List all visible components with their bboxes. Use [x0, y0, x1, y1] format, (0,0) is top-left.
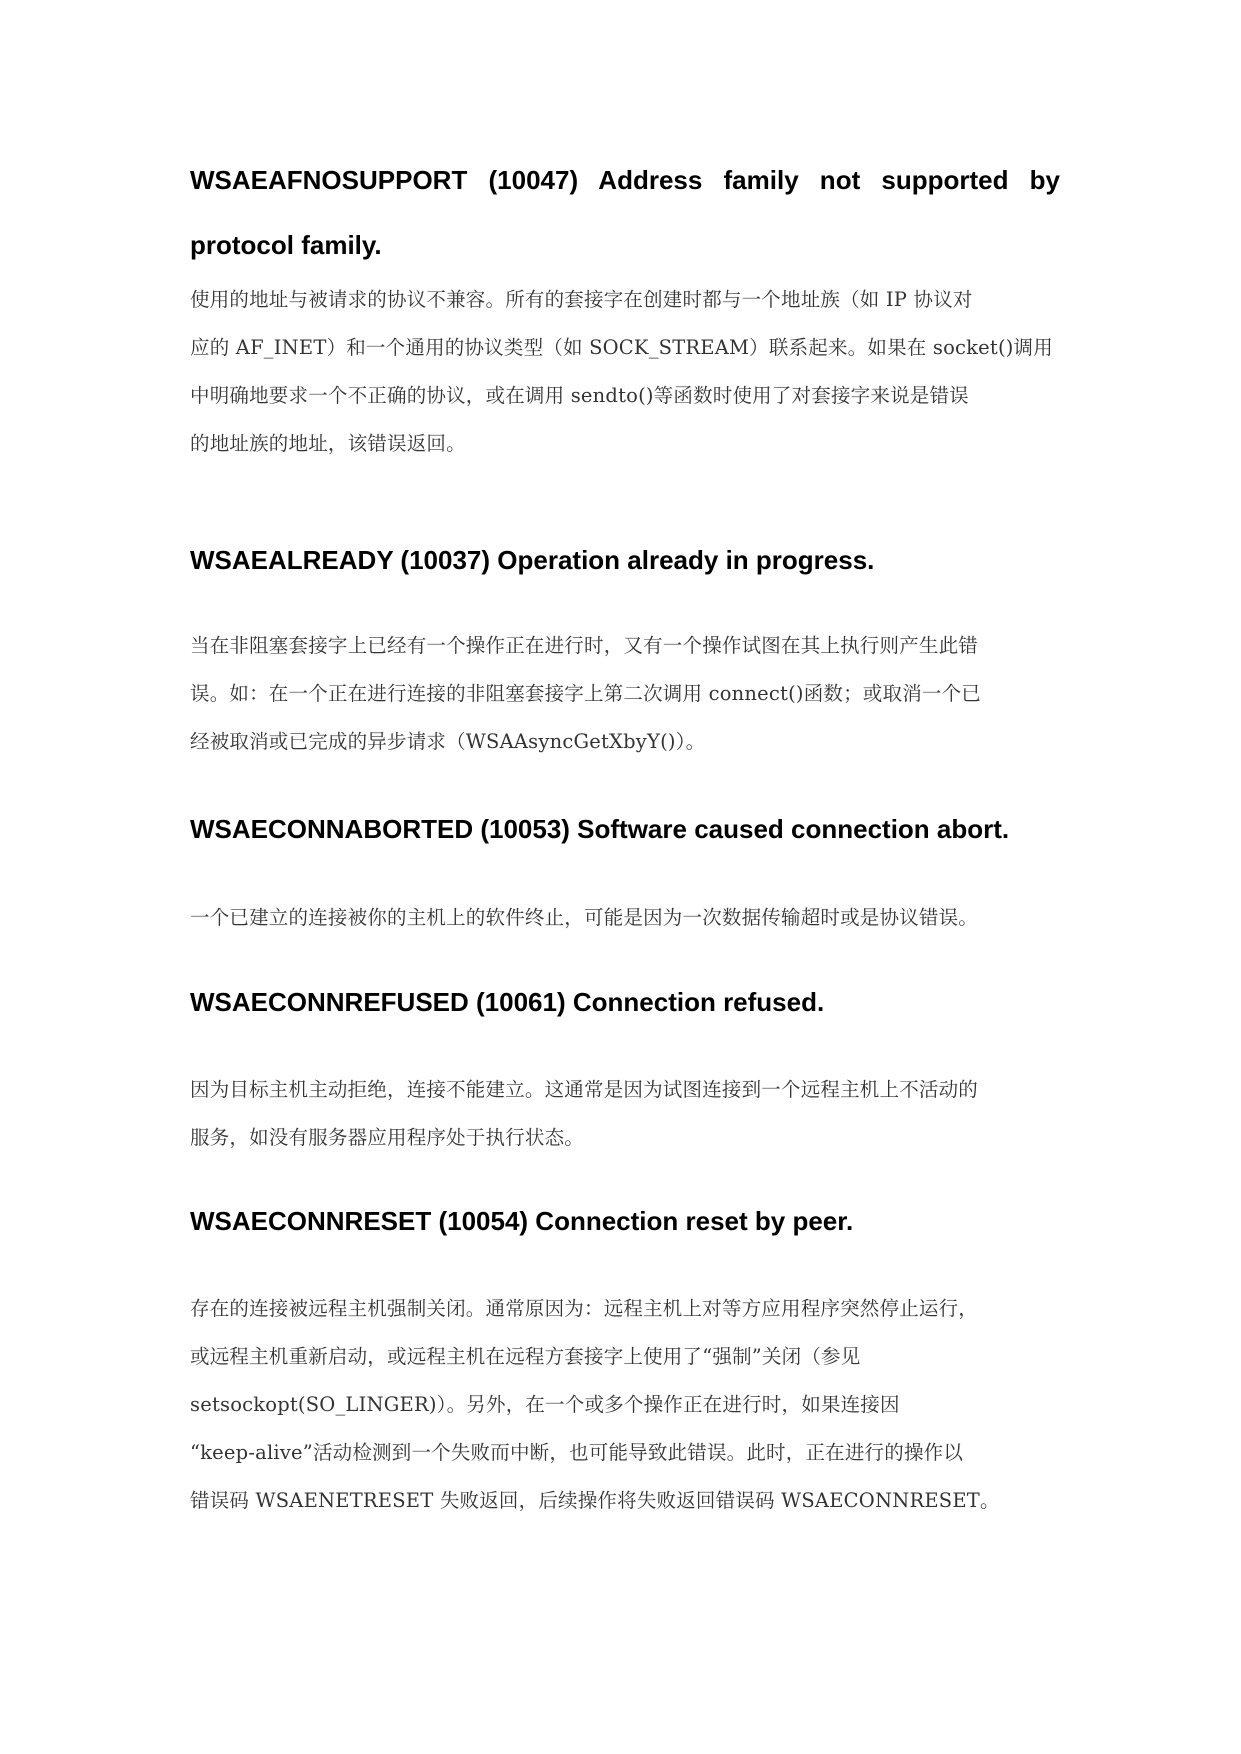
entry-title-wsaeconnaborted: WSAECONNABORTED (10053) Software caused connection abort.: [190, 814, 1010, 844]
entry-body-line: setsockopt(SO_LINGER)）。另外，在一个或多个操作正在进行时，如果连接因: [190, 1393, 900, 1416]
entry-body-line: 误。如：在一个正在进行连接的非阻塞套接字上第二次调用 connect()函数；或取消一个已: [190, 682, 981, 705]
entry-title-line: WSAEAFNOSUPPORT (10047) Address family not supported by: [190, 165, 1060, 195]
entry-body-line: 中明确地要求一个不正确的协议，或在调用 sendto()等函数时使用了对套接字来说是错误: [190, 384, 969, 407]
entry-body-wsaeafnosupport: [190, 276, 1070, 468]
entry-body-line: 存在的连接被远程主机强制关闭。通常原因为：远程主机上对等方应用程序突然停止运行，: [190, 1297, 979, 1320]
entry-title-wsaeconnreset: WSAECONNRESET (10054) Connection reset by peer.: [190, 1206, 854, 1236]
entry-body-wsaeconnreset: [190, 1285, 1070, 1525]
entry-body-line: 或远程主机重新启动，或远程主机在远程方套接字上使用了“强制”关闭（参见: [190, 1345, 861, 1368]
entry-body-wsaeconnrefused: [190, 1066, 1070, 1162]
entry-body-wsaeconnaborted: [190, 894, 1070, 942]
entry-body-line: 错误码 WSAENETRESET 失败返回，后续操作将失败返回错误码 WSAECONNRESET。: [190, 1489, 1000, 1512]
entry-title-line: protocol family.: [190, 230, 382, 260]
entry-body-line: 因为目标主机主动拒绝，连接不能建立。这通常是因为试图连接到一个远程主机上不活动的: [190, 1078, 979, 1101]
entry-body-line: 当在非阻塞套接字上已经有一个操作正在进行时，又有一个操作试图在其上执行则产生此错: [190, 634, 979, 657]
entry-body-line: 使用的地址与被请求的协议不兼容。所有的套接字在创建时都与一个地址族（如 IP 协议对: [190, 288, 973, 311]
entry-body-wsaealready: [190, 622, 1070, 766]
entry-body-line: 服务，如没有服务器应用程序处于执行状态。: [190, 1126, 585, 1149]
entry-body-line: 应的 AF_INET）和一个通用的协议类型（如 SOCK_STREAM）联系起来。如果在 socket()调用: [190, 336, 1053, 359]
entry-body-line: 一个已建立的连接被你的主机上的软件终止，可能是因为一次数据传输超时或是协议错误。: [190, 906, 979, 929]
entry-body-line: 的地址族的地址，该错误返回。: [190, 432, 466, 455]
entry-body-line: 经被取消或已完成的异步请求（WSAAsyncGetXbyY()）。: [190, 730, 706, 753]
entry-title-wsaeconnrefused: WSAECONNREFUSED (10061) Connection refused.: [190, 987, 825, 1017]
entry-title-wsaealready: WSAEALREADY (10037) Operation already in progress.: [190, 545, 875, 575]
entry-title-wsaeafnosupport: [190, 148, 1060, 278]
entry-body-line: “keep-alive”活动检测到一个失败而中断，也可能导致此错误。此时，正在进行的操作以: [190, 1441, 964, 1464]
